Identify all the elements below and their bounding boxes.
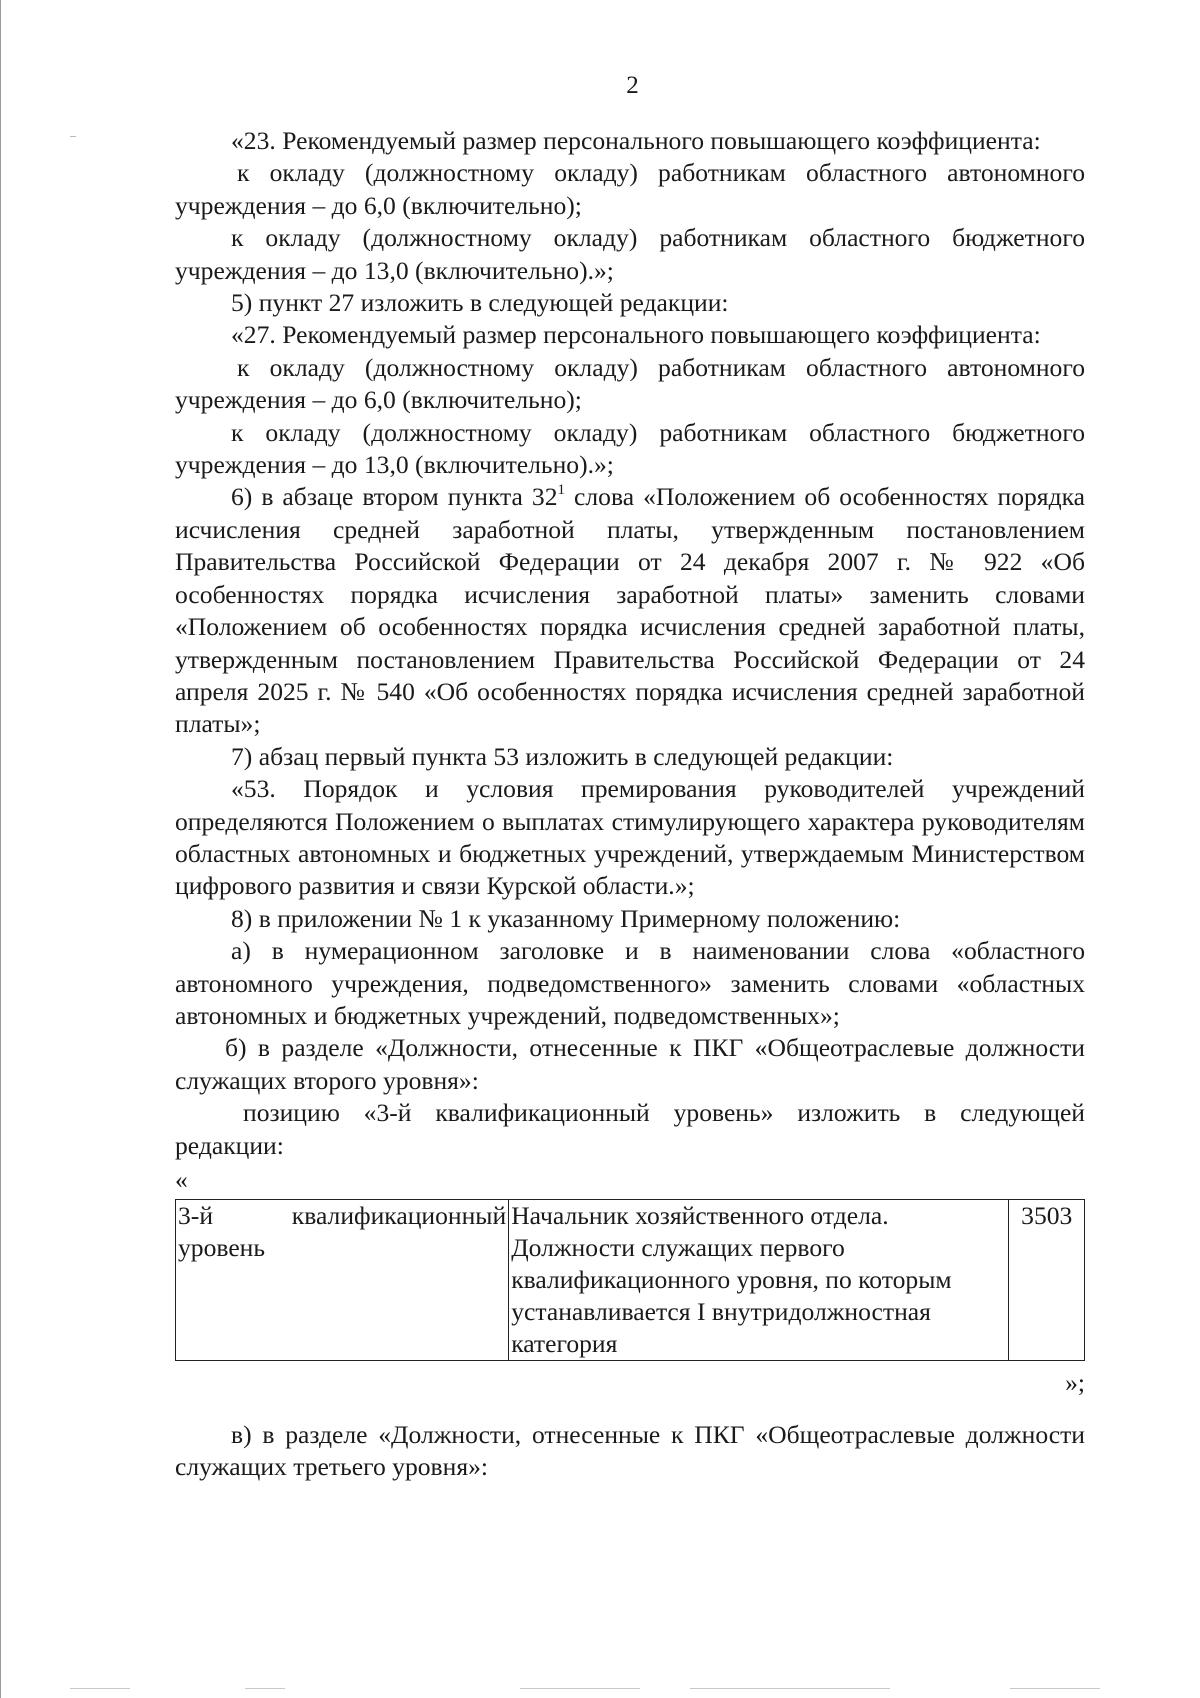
qualification-level-tail: уровень bbox=[178, 1233, 266, 1262]
table-row bbox=[176, 1200, 1085, 1361]
item-6-rest: слова «Положением об особенностях порядка исчисления средней заработной платы, утвержденным постановлением Правительства Российской Федерации от 24 декабря 2007 г. № 922 «Об особенностях порядка исчисления заработной платы» заменить словами «Положением об особенностях порядка исчисления средней заработной платы, утвержденным постановлением Правительства Российской Федерации от 24 апреля 2025 г. № 540 «Об особенностях порядка исчисления средней заработной платы»; bbox=[175, 482, 1085, 739]
paragraph-53: «53. Порядок и условия премирования руководителей учреждений определяются Положением о выплатах стимулирующего характера руководителям областных автономных и бюджетных учреждений, утверждаемым Министерством цифрового развития и связи Курской области.»; bbox=[175, 774, 1085, 901]
item-6-superscript: 1 bbox=[557, 481, 566, 498]
qualification-level-word: квалификационный bbox=[291, 1201, 507, 1230]
scan-artifact bbox=[520, 1688, 640, 1689]
qualification-level-cell bbox=[176, 1200, 509, 1361]
qualification-level-line bbox=[178, 1200, 506, 1232]
item-8a: а) в нумерационном заголовке и в наименовании слова «областного автономного учреждения, подведомственного» заменить словами «областных автономных и бюджетных учреждений, подведомственных»; bbox=[175, 936, 1085, 1030]
item-6 bbox=[175, 481, 1085, 740]
item-8: 8) в приложении № 1 к указанному Примерному положению: bbox=[231, 903, 901, 933]
scan-artifact bbox=[70, 1688, 130, 1689]
salary-cell: 3503 bbox=[1009, 1200, 1085, 1361]
document-body bbox=[175, 125, 1085, 1484]
positions-cell bbox=[509, 1200, 1009, 1361]
table-close-quote: »; bbox=[1065, 1368, 1085, 1397]
page-number: 2 bbox=[626, 72, 639, 99]
position-head-of-department: Начальник хозяйственного отдела. bbox=[511, 1201, 889, 1230]
item-6-start: 6) в абзаце втором пункта 32 bbox=[231, 482, 558, 512]
item-8b-position: позицию «3-й квалификационный уровень» изложить в следующей редакции: bbox=[175, 1098, 1085, 1160]
scan-artifact bbox=[245, 1688, 285, 1689]
table-open-quote: « bbox=[175, 1165, 188, 1194]
position-first-level-employees: Должности служащих первого квалификационного уровня, по которым устанавливается I внутридолжностная категория bbox=[511, 1233, 952, 1358]
item-8b: б) в разделе «Должности, отнесенные к ПКГ «Общеотраслевые должности служащих второго уровня»: bbox=[175, 1033, 1085, 1095]
paragraph-27-budget: к окладу (должностному окладу) работникам областного бюджетного учреждения – до 13,0 (включительно).»; bbox=[175, 417, 1085, 480]
paragraph-27-heading: «27. Рекомендуемый размер персонального повышающего коэффициента: bbox=[231, 320, 1041, 350]
item-7: 7) абзац первый пункта 53 изложить в следующей редакции: bbox=[231, 741, 894, 771]
item-5: 5) пункт 27 изложить в следующей редакции: bbox=[231, 288, 729, 318]
paragraph-23-autonomous: к окладу (должностному окладу) работникам областного автономного учреждения – до 6,0 (включительно); bbox=[175, 158, 1085, 220]
qualification-level-number: 3-й bbox=[178, 1201, 214, 1230]
paragraph-23-heading: «23. Рекомендуемый размер персонального повышающего коэффициента: bbox=[231, 126, 1041, 155]
page-left-edge bbox=[0, 0, 1, 1698]
position-table bbox=[175, 1199, 1085, 1361]
paragraph-23-budget: к окладу (должностному окладу) работникам областного бюджетного учреждения – до 13,0 (включительно).»; bbox=[175, 223, 1085, 285]
scan-artifact bbox=[1010, 1688, 1100, 1689]
scan-artifact bbox=[690, 1688, 890, 1689]
item-8v: в) в разделе «Должности, отнесенные к ПКГ «Общеотраслевые должности служащих третьего уровня»: bbox=[175, 1420, 1085, 1482]
scan-artifact bbox=[70, 136, 76, 137]
paragraph-27-autonomous: к окладу (должностному окладу) работникам областного автономного учреждения – до 6,0 (включительно); bbox=[175, 352, 1085, 415]
